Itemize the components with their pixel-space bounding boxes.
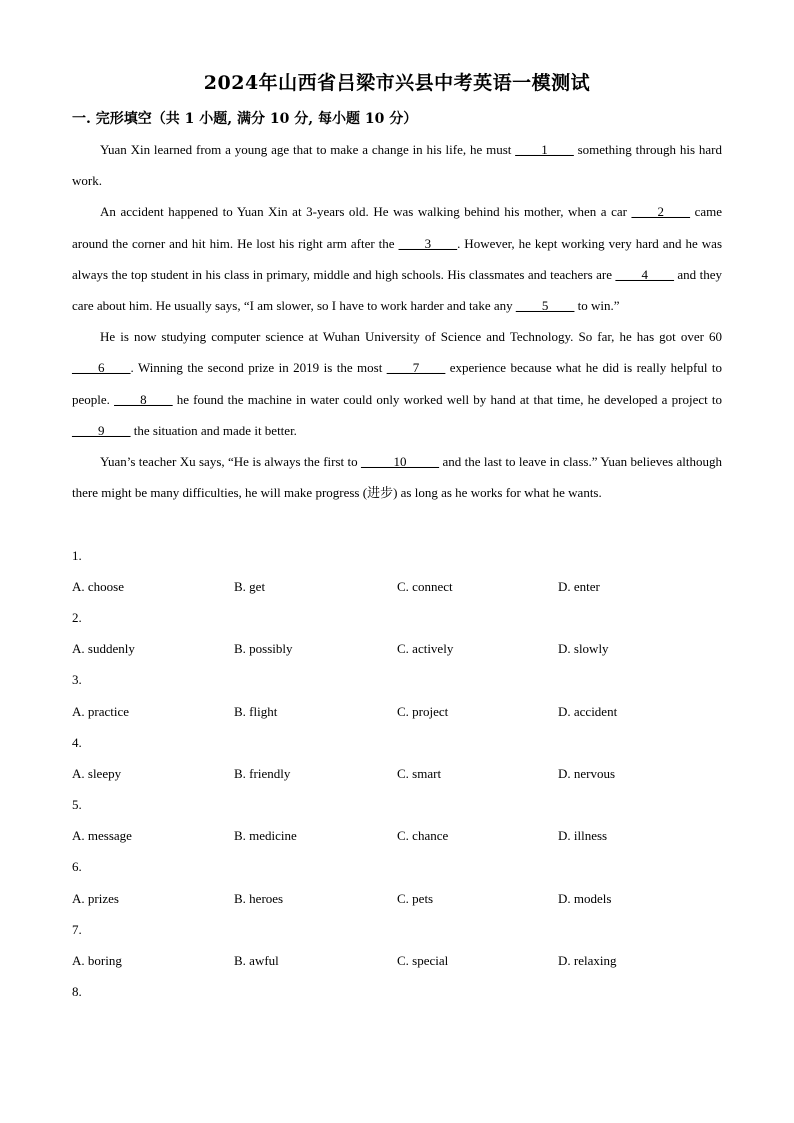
blank-4: ____4____ (615, 266, 674, 282)
option-row (72, 758, 722, 789)
question-number: 5. (72, 797, 82, 813)
blank-1: ____1____ (515, 142, 574, 157)
blank-6: ____6____ (72, 360, 131, 376)
passage-text: experience because what he did is really helpful to people. (72, 360, 722, 407)
question-number: 6. (72, 859, 82, 875)
passage-paragraph-2 (72, 196, 722, 321)
option-b: B. possibly (234, 641, 293, 657)
question-number: 2. (72, 609, 82, 625)
option-d: D. nervous (558, 765, 616, 781)
passage-text: came around the corner and hit him. He lost his right arm after the (72, 204, 722, 251)
option-b: B. get (234, 578, 266, 594)
option-a: A. suddenly (72, 641, 135, 657)
option-a: A. message (72, 828, 132, 844)
question-number: 8. (72, 984, 82, 1000)
passage-text: something through his hard work. (72, 142, 722, 189)
option-row (72, 633, 722, 664)
option-d: D. illness (558, 828, 608, 844)
option-c: C. project (397, 703, 449, 719)
option-a: A. practice (72, 703, 130, 719)
option-row (72, 696, 722, 727)
section-heading: 一. 完形填空（共 1 小题, 满分 10 分, 每小题 10 分） (72, 111, 418, 127)
question-number: 4. (72, 734, 82, 750)
blank-3: ____3____ (398, 235, 458, 251)
passage-paragraph-3 (72, 321, 722, 446)
blank-7: ____7____ (386, 360, 446, 376)
option-d: D. relaxing (558, 953, 617, 969)
passage-text: to win.” (574, 298, 620, 314)
question-list (72, 540, 722, 1008)
question-number: 1. (72, 547, 82, 563)
option-row (72, 883, 722, 914)
passage-text: the situation and made it better. (130, 422, 297, 438)
blank-8: ____8____ (114, 391, 173, 407)
passage-text: . Winning the second prize in 2019 is the most (130, 360, 387, 376)
option-a: A. sleepy (72, 765, 122, 781)
option-row (72, 820, 722, 851)
passage-paragraph-4 (72, 446, 722, 508)
passage-text: . However, he kept working very hard and he was always the top student in his class in primary, middle and high schools. His classmates and teachers are (72, 235, 723, 282)
option-b: B. friendly (234, 765, 291, 781)
blank-10: _____10_____ (361, 454, 440, 470)
option-c: C. smart (397, 765, 442, 781)
option-b: B. heroes (234, 890, 284, 906)
question-number: 7. (72, 921, 82, 937)
option-c: C. chance (397, 828, 449, 844)
passage-text: and they care about him. He usually says, “I am slower, so I have to work harder and take any (72, 266, 722, 314)
option-row (72, 571, 722, 602)
option-row (72, 945, 722, 976)
passage-text: An accident happened to Yuan Xin at 3-years old. He was walking behind his mother, when a car (100, 204, 632, 220)
option-d: D. models (558, 890, 612, 906)
blank-9: ____9____ (72, 422, 131, 438)
question-number: 3. (72, 672, 82, 688)
option-c: C. actively (397, 641, 454, 657)
option-a: A. choose (72, 578, 124, 594)
option-c: C. pets (397, 890, 434, 906)
option-b: B. medicine (234, 828, 297, 844)
option-c: C. connect (397, 578, 453, 594)
option-b: B. awful (234, 953, 279, 969)
passage-text: Yuan’s teacher Xu says, “He is always the first to (100, 454, 362, 470)
option-a: A. boring (72, 953, 122, 969)
passage-text: he found the machine in water could only worked well by hand at that time, he developed a project to (172, 391, 722, 407)
passage-paragraph-1 (72, 134, 722, 196)
option-c: C. special (397, 953, 449, 969)
option-a: A. prizes (72, 890, 119, 906)
passage-text: He is now studying computer science at Wuhan University of Science and Technology. So far, he has got over 60 (100, 329, 722, 345)
option-b: B. flight (234, 703, 278, 719)
passage-text: Yuan Xin learned from a young age that to make a change in his life, he must (100, 142, 516, 157)
page-title: 2024年山西省吕梁市兴县中考英语一模测试 (203, 72, 591, 94)
cloze-passage (72, 134, 722, 508)
option-d: D. slowly (558, 641, 609, 657)
option-d: D. enter (558, 578, 600, 594)
option-d: D. accident (558, 703, 618, 719)
blank-5: ____5____ (515, 298, 575, 314)
passage-text: and the last to leave in class.” Yuan believes although there might be many difficulties, he will make progress (进步) as long as he works for what he wants. (72, 454, 722, 501)
blank-2: ____2____ (631, 204, 691, 220)
